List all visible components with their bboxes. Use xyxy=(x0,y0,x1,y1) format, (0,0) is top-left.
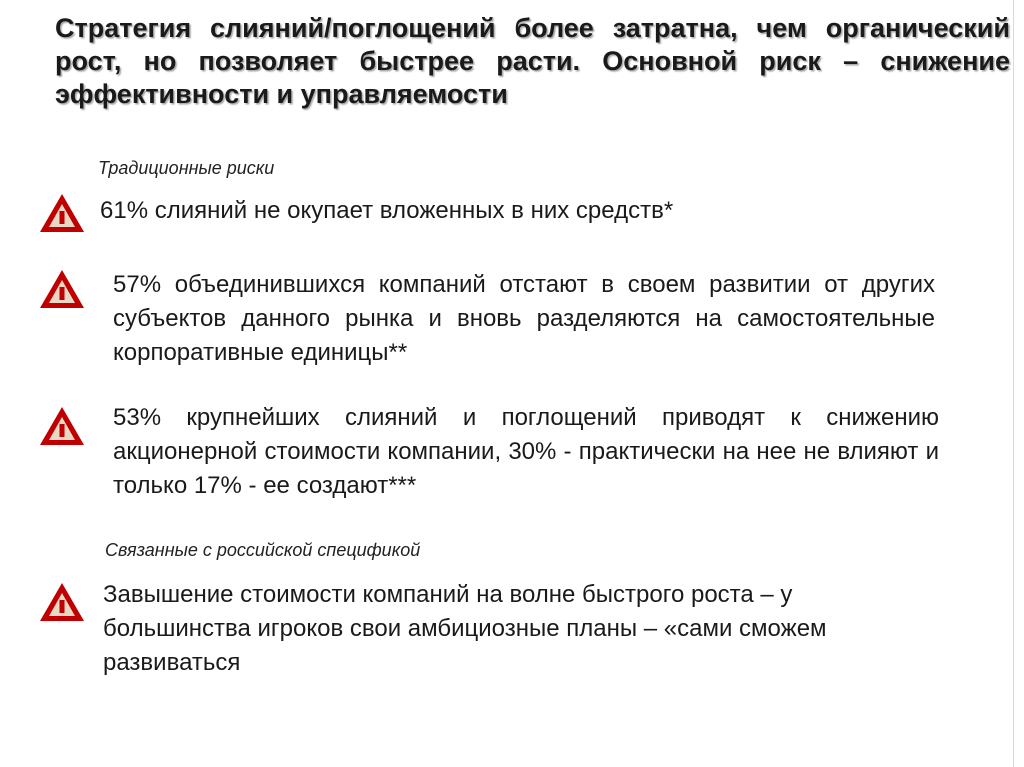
risk-item-1: 61% слияний не окупает вложенных в них средств* xyxy=(100,197,674,224)
warning-triangle-icon xyxy=(39,582,85,622)
risk-item-2: 57% объединившихся компаний отстают в своем развитии от других субъектов данного рынка и вновь разделяются на самостоятельные корпоративные единицы** xyxy=(113,271,935,366)
slide-title: Стратегия слияний/поглощений более затратна, чем органический рост, но позволяет быстрее расти. Основной риск – снижение эффективности и управляемости xyxy=(55,13,1010,109)
warning-triangle-icon xyxy=(39,406,85,446)
section-label-russian: Связанные с российской спецификой xyxy=(105,540,421,560)
warning-triangle-icon xyxy=(39,193,85,233)
section-label-traditional: Традиционные риски xyxy=(98,158,275,178)
warning-triangle-icon xyxy=(39,269,85,309)
risk-item-3: 53% крупнейших слияний и поглощений приводят к снижению акционерной стоимости компании, 30% - практически на нее не влияют и только 17% - ее создают*** xyxy=(113,404,939,499)
risk-item-4: Завышение стоимости компаний на волне быстрого роста – у большинства игроков свои амбициозные планы – «сами сможем развиваться xyxy=(103,581,827,676)
slide-edge xyxy=(1013,0,1014,767)
